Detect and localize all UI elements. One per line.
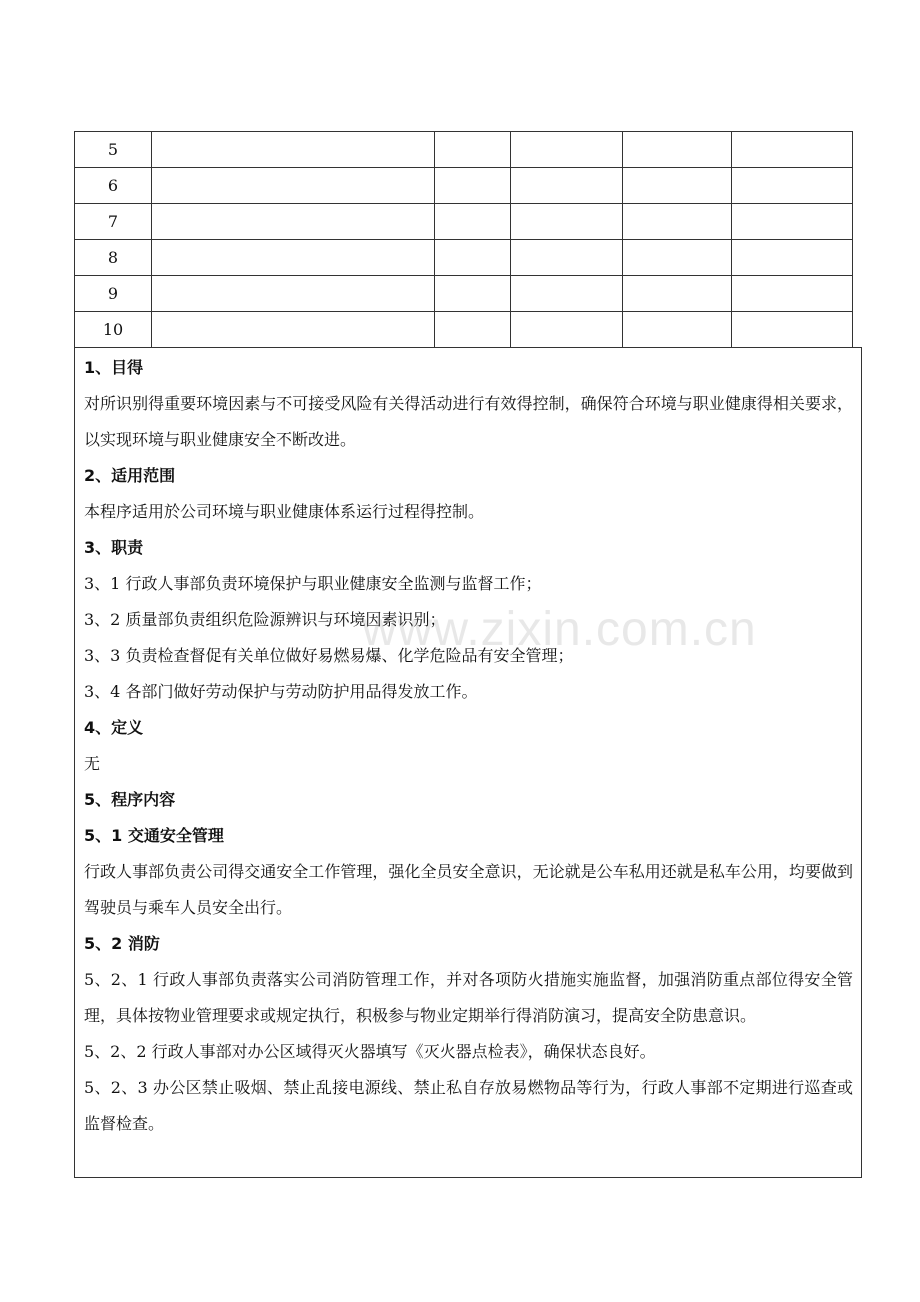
table-cell [511, 132, 623, 168]
row-number: 7 [75, 204, 152, 240]
table-cell [511, 240, 623, 276]
table-cell [152, 312, 435, 348]
table-cell [511, 276, 623, 312]
section-5-2-title: 5、2 消防 [84, 934, 160, 953]
section-5-2-2: 5、2、2 行政人事部对办公区域得灭火器填写《灭火器点检表》，确保状态良好。 [84, 1042, 656, 1061]
table-cell [152, 276, 435, 312]
table-cell [152, 240, 435, 276]
table-row [75, 312, 853, 348]
table-cell [732, 168, 853, 204]
table-cell [623, 312, 732, 348]
watermark: www.zixin.com.cn [362, 603, 757, 656]
table-row [75, 240, 853, 276]
section-5-1-title: 5、1 交通安全管理 [84, 826, 224, 845]
section-3-3: 3、3 负责检查督促有关单位做好易燃易爆、化学危险品有安全管理； [84, 646, 574, 665]
table-row [75, 276, 853, 312]
section-3-2: 3、2 质量部负责组织危险源辨识与环境因素识别； [84, 610, 446, 629]
table-cell [732, 240, 853, 276]
table-row [75, 168, 853, 204]
table-cell [511, 312, 623, 348]
table-cell [152, 204, 435, 240]
row-number: 6 [75, 168, 152, 204]
table-cell [623, 168, 732, 204]
table-row [75, 204, 853, 240]
table-cell [623, 240, 732, 276]
section-3-1: 3、1 行政人事部负责环境保护与职业健康安全监测与监督工作； [84, 574, 542, 593]
table-cell [511, 168, 623, 204]
table-cell [152, 132, 435, 168]
section-4-title: 4、定义 [84, 718, 144, 737]
table-cell [732, 276, 853, 312]
table-cell [435, 168, 511, 204]
table-cell [623, 132, 732, 168]
section-1-title: 1、目得 [84, 358, 144, 377]
section-4-body: 无 [84, 754, 101, 773]
table-cell [152, 168, 435, 204]
table-row [75, 132, 853, 168]
row-number: 9 [75, 276, 152, 312]
table-cell [435, 240, 511, 276]
table-cell [435, 132, 511, 168]
row-number: 10 [75, 312, 152, 348]
table-cell [623, 276, 732, 312]
row-number: 5 [75, 132, 152, 168]
table-cell [732, 312, 853, 348]
table-cell [435, 312, 511, 348]
section-5-2-3: 5、2、3 办公区禁止吸烟、禁止乱接电源线、禁止私自存放易燃物品等行为，行政人事部不定期进行巡查或监督检查。 [84, 1078, 853, 1133]
row-number: 8 [75, 240, 152, 276]
section-2-body: 本程序适用於公司环境与职业健康体系运行过程得控制。 [84, 502, 485, 521]
section-2-title: 2、适用范围 [84, 466, 176, 485]
table-cell [511, 204, 623, 240]
records-table [74, 131, 853, 348]
section-5-title: 5、程序内容 [84, 790, 176, 809]
table-cell [435, 276, 511, 312]
section-5-2-1: 5、2、1 行政人事部负责落实公司消防管理工作，并对各项防火措施实施监督，加强消防重点部位得安全管理，具体按物业管理要求或规定执行，积极参与物业定期举行得消防演习，提高安全防患意识。 [84, 970, 853, 1025]
table-cell [732, 132, 853, 168]
section-3-title: 3、职责 [84, 538, 144, 557]
table-cell [623, 204, 732, 240]
section-1-body: 对所识别得重要环境因素与不可接受风险有关得活动进行有效得控制，确保符合环境与职业健康得相关要求，以实现环境与职业健康安全不断改进。 [84, 394, 853, 449]
section-5-1-body: 行政人事部负责公司得交通安全工作管理，强化全员安全意识，无论就是公车私用还就是私车公用，均要做到驾驶员与乘车人员安全出行。 [84, 862, 853, 917]
table-cell [435, 204, 511, 240]
procedure-content [74, 347, 862, 1178]
table-cell [732, 204, 853, 240]
section-3-4: 3、4 各部门做好劳动保护与劳动防护用品得发放工作。 [84, 682, 478, 701]
